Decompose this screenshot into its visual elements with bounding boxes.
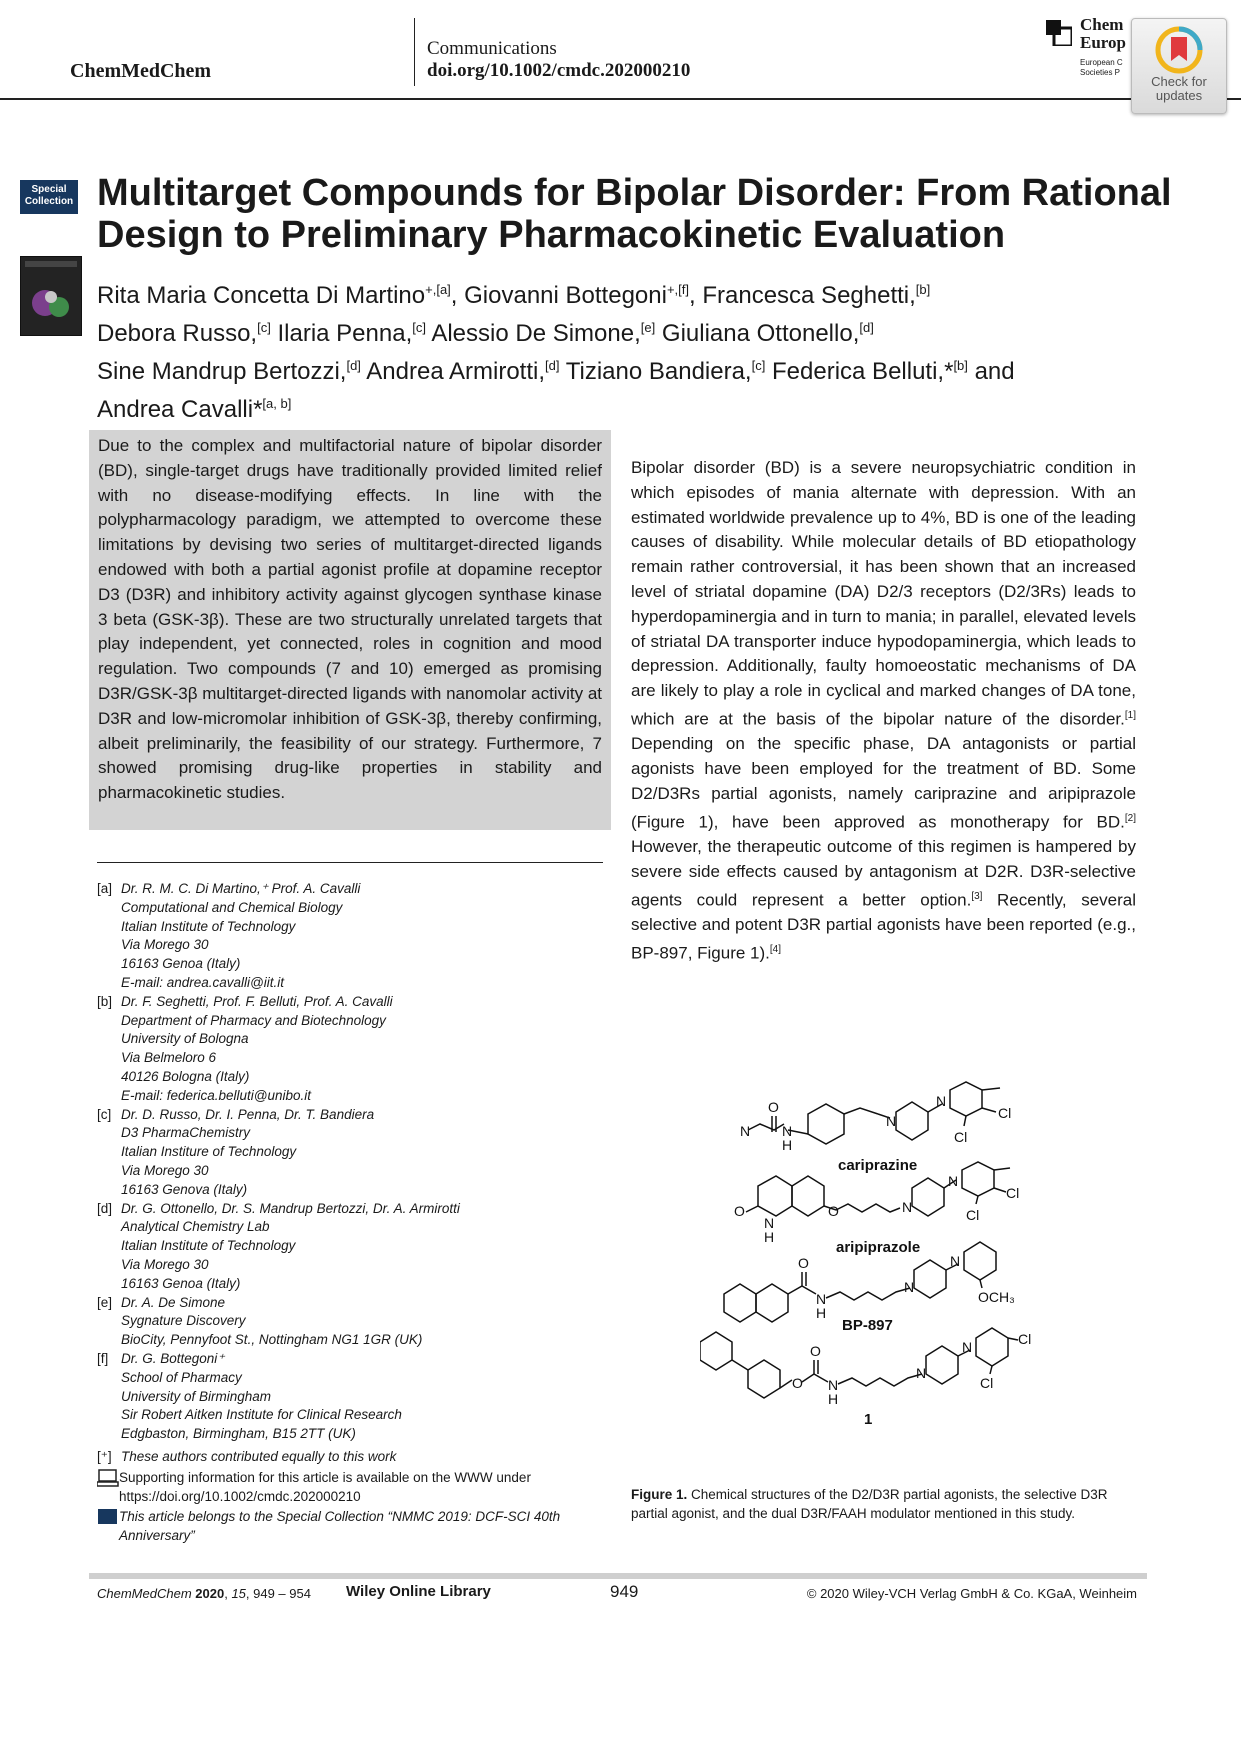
atom-o: O — [734, 1203, 745, 1219]
cariprazine-structure — [740, 1082, 1011, 1174]
affiliation: [a] Dr. R. M. C. Di Martino,⁺ Prof. A. Cavalli Computational and Chemical Biology Italian Institute of Technology Via Morego 30 16163 Genoa (Italy) E-mail: andrea.cavalli@iit.it — [97, 880, 607, 993]
author: Ilaria Penna,[c] — [277, 320, 426, 347]
atom-h: H — [828, 1391, 839, 1407]
article-title: Multitarget Compounds for Bipolar Disorder: From Rational Design to Preliminary Pharmacokinetic Evaluation — [97, 172, 1172, 256]
computer-icon — [97, 1469, 119, 1487]
affiliation: [e] Dr. A. De Simone Sygnature Discovery BioCity, Pennyfoot St., Nottingham NG1 1GR (UK) — [97, 1294, 423, 1348]
atom-n: N — [936, 1093, 947, 1109]
doi-link[interactable]: doi.org/10.1002/cmdc.202000210 — [427, 60, 691, 81]
atom-cl: Cl — [1018, 1331, 1032, 1347]
atom-n: N — [948, 1173, 959, 1189]
atom-n: N — [828, 1377, 839, 1393]
author: Alessio De Simone,[e] — [431, 320, 656, 347]
atom-n: N — [886, 1113, 897, 1129]
author: Debora Russo,[c] — [97, 320, 271, 347]
author: Andrea Cavalli*[a, b] — [97, 396, 292, 423]
header-divider — [414, 18, 415, 86]
author: Giuliana Ottonello,[d] — [661, 320, 874, 347]
supporting-info-note[interactable]: Supporting information for this article is available on the WWW under https://doi.org/10.1002/cmdc.202000210 — [97, 1469, 607, 1507]
atom-cl: Cl — [966, 1207, 980, 1223]
footer-citation: ChemMedChem 2020, 15, 949 – 954 — [97, 1586, 311, 1601]
compound-label: cariprazine — [838, 1157, 918, 1174]
footer-copyright: © 2020 Wiley-VCH Verlag GmbH & Co. KGaA, Weinheim — [806, 1586, 1137, 1601]
publisher-logo-subtext: European C Societies P — [1080, 58, 1123, 77]
check-updates-icon — [1154, 25, 1204, 75]
author-list — [97, 274, 1137, 426]
atom-n: N — [962, 1339, 973, 1355]
section-label: Communications — [427, 38, 557, 59]
author: Sine Mandrup Bertozzi,[d] — [97, 358, 361, 385]
check-for-updates-button[interactable]: Check for updates — [1131, 18, 1227, 114]
atom-h: H — [764, 1229, 775, 1245]
special-collection-icon — [97, 1508, 119, 1526]
page-number: 949 — [610, 1582, 639, 1601]
atom-n: N — [816, 1291, 827, 1307]
atom-cl: Cl — [1006, 1185, 1020, 1201]
atom-o: O — [768, 1099, 779, 1115]
figure-caption: Figure 1. Chemical structures of the D2/D3R partial agonists, the selective D3R partial agonist, and the dual D3R/FAAH modulator mentioned in this study. — [631, 1487, 1108, 1521]
author: Francesca Seghetti,[b] — [702, 282, 931, 309]
collection-cover-image — [20, 256, 82, 336]
author: Tiziano Bandiera,[c] — [565, 358, 766, 385]
atom-cl: Cl — [980, 1375, 994, 1391]
atom-o: O — [798, 1255, 809, 1271]
special-collection-badge: Special Collection — [20, 180, 78, 214]
author: Rita Maria Concetta Di Martino$^{+,[a]}$, — [97, 282, 458, 309]
atom-cl: Cl — [998, 1105, 1012, 1121]
author: Andrea Armirotti,[d] — [366, 358, 560, 385]
compound-label: BP-897 — [842, 1317, 893, 1334]
abstract: Due to the complex and multifactorial nature of bipolar disorder (BD), single-target drugs have traditionally provided limited relief with no disease-modifying effects. In line with the polypharmacology paradigm, we attempted to overcome these limitations by devising two series of multitarget-directed ligands endowed with both a partial agonist profile at dopamine receptor D3 (D3R) and inhibitory activity against glycogen synthase kinase 3 beta (GSK-3β). These are two structurally unrelated targets that play independent, yet connected, roles in cognition and mood regulation. Two compounds (7 and 10) emerged as promising D3R/GSK-3β multitarget-directed ligands with nanomolar activity at D3R and low-micromolar inhibition of GSK-3β, thereby confirming, albeit preliminarily, the feasibility of our strategy. Furthermore, 7 showed promising drug-like properties in stability and pharmacokinetic studies. — [89, 430, 611, 830]
compound-1-structure — [700, 1328, 1031, 1428]
atom-n: N — [904, 1279, 915, 1295]
citation-link[interactable]: [2] — [1124, 812, 1136, 824]
atom-o: O — [810, 1343, 821, 1359]
atom-n: N — [950, 1253, 961, 1269]
atom-n: N — [764, 1215, 775, 1231]
email-link[interactable]: E-mail: federica.belluti@unibo.it — [121, 1087, 312, 1103]
email-link[interactable]: E-mail: andrea.cavalli@iit.it — [121, 974, 285, 990]
figure-1-structures — [700, 1052, 1060, 1460]
affiliation: [f] Dr. G. Bottegoni⁺ School of Pharmacy University of Birmingham Sir Robert Aitken Institute for Clinical Research Edgbaston, Birmingham, B15 2TT (UK) — [97, 1350, 402, 1442]
equal-contribution-note: [⁺] These authors contributed equally to this work — [97, 1448, 397, 1464]
affiliation: [d] Dr. G. Ottonello, Dr. S. Mandrup Bertozzi, Dr. A. Armirotti Analytical Chemistry Lab Italian Institute of Technology Via Morego 30 16163 Genoa (Italy) — [97, 1200, 460, 1291]
atom-och3: OCH₃ — [978, 1289, 1015, 1305]
atom-o: O — [792, 1375, 803, 1391]
atom-h: H — [782, 1137, 793, 1153]
atom-cl: Cl — [954, 1129, 968, 1145]
publisher-logo-text: Chem Europ — [1080, 15, 1126, 52]
citation-link[interactable]: [3] — [971, 890, 983, 902]
wiley-online-library-link[interactable]: Wiley Online Library — [346, 1583, 491, 1600]
atom-o: O — [828, 1203, 839, 1219]
compound-label: aripiprazole — [836, 1239, 921, 1256]
citation-link[interactable]: [1] — [1124, 709, 1136, 721]
special-collection-note: This article belongs to the Special Collection “NMMC 2019: DCF-SCI 40th Anniversary” — [97, 1508, 607, 1546]
aripiprazole-structure — [734, 1162, 1019, 1256]
affiliations — [97, 880, 607, 1546]
compound-label: 1 — [864, 1411, 873, 1428]
atom-n: N — [782, 1123, 793, 1139]
header-rule — [0, 98, 1241, 100]
affiliation: [c] Dr. D. Russo, Dr. I. Penna, Dr. T. Bandiera D3 PharmaChemistry Italian Institure of Technology Via Morego 30 16163 Genova (Italy) — [97, 1106, 375, 1197]
atom-h: H — [816, 1305, 827, 1321]
author: Federica Belluti,*[b] and — [772, 358, 1015, 385]
journal-name: ChemMedChem — [70, 60, 212, 82]
chemistry-europe-logo-icon — [1046, 20, 1072, 46]
citation-link[interactable]: [4] — [769, 944, 782, 956]
atom-n: N — [916, 1365, 927, 1381]
body-text: Bipolar disorder (BD) is a severe neuropsychiatric condition in which episodes of mania alternate with depression. With an estimated worldwide prevalence up to 4%, BD is one of the leading causes of disability. While molecular details of BD etiopathology remain rather controversial, it has been shown that an increased level of striatal dopamine (DA) D2/3 receptors (D2/3Rs) leads to hyperdopaminergia and in turn to mania; in parallel, elevated levels of striatal DA transporter induce hypodopaminergia, which leads to depression. Additionally, faulty homoeostatic mechanisms of DA are likely to play a role in cyclical and marked changes of DA tone, which are at the basis of the bipolar nature of the disorder.[1] Depending on the specific phase, DA antagonists or partial agonists have been employed for the treatment of BD. Some D2/D3Rs partial agonists, namely cariprazine and aripiprazole (Figure 1), have been approved as monotherapy for BD.[2] However, the therapeutic outcome of this regimen is hampered by severe side effects caused by antagonism at D2R. D3R-selective agents could represent a better option.[3] Recently, several selective and potent D3R partial agonists have been reported (e.g., BP-897, Figure 1).[4] — [631, 458, 1136, 963]
footer-rule — [89, 1573, 1147, 1579]
affiliations-rule — [97, 862, 603, 863]
author: Giovanni Bottegoni$^{+,[f]}$, — [464, 282, 696, 309]
atom-n: N — [902, 1199, 913, 1215]
atom-n: N — [740, 1123, 751, 1139]
affiliation: [b] Dr. F. Seghetti, Prof. F. Belluti, Prof. A. Cavalli Department of Pharmacy and Biotechnology University of Bologna Via Belmeloro 6 40126 Bologna (Italy) E-mail: federica.belluti@unibo.it — [97, 993, 607, 1106]
